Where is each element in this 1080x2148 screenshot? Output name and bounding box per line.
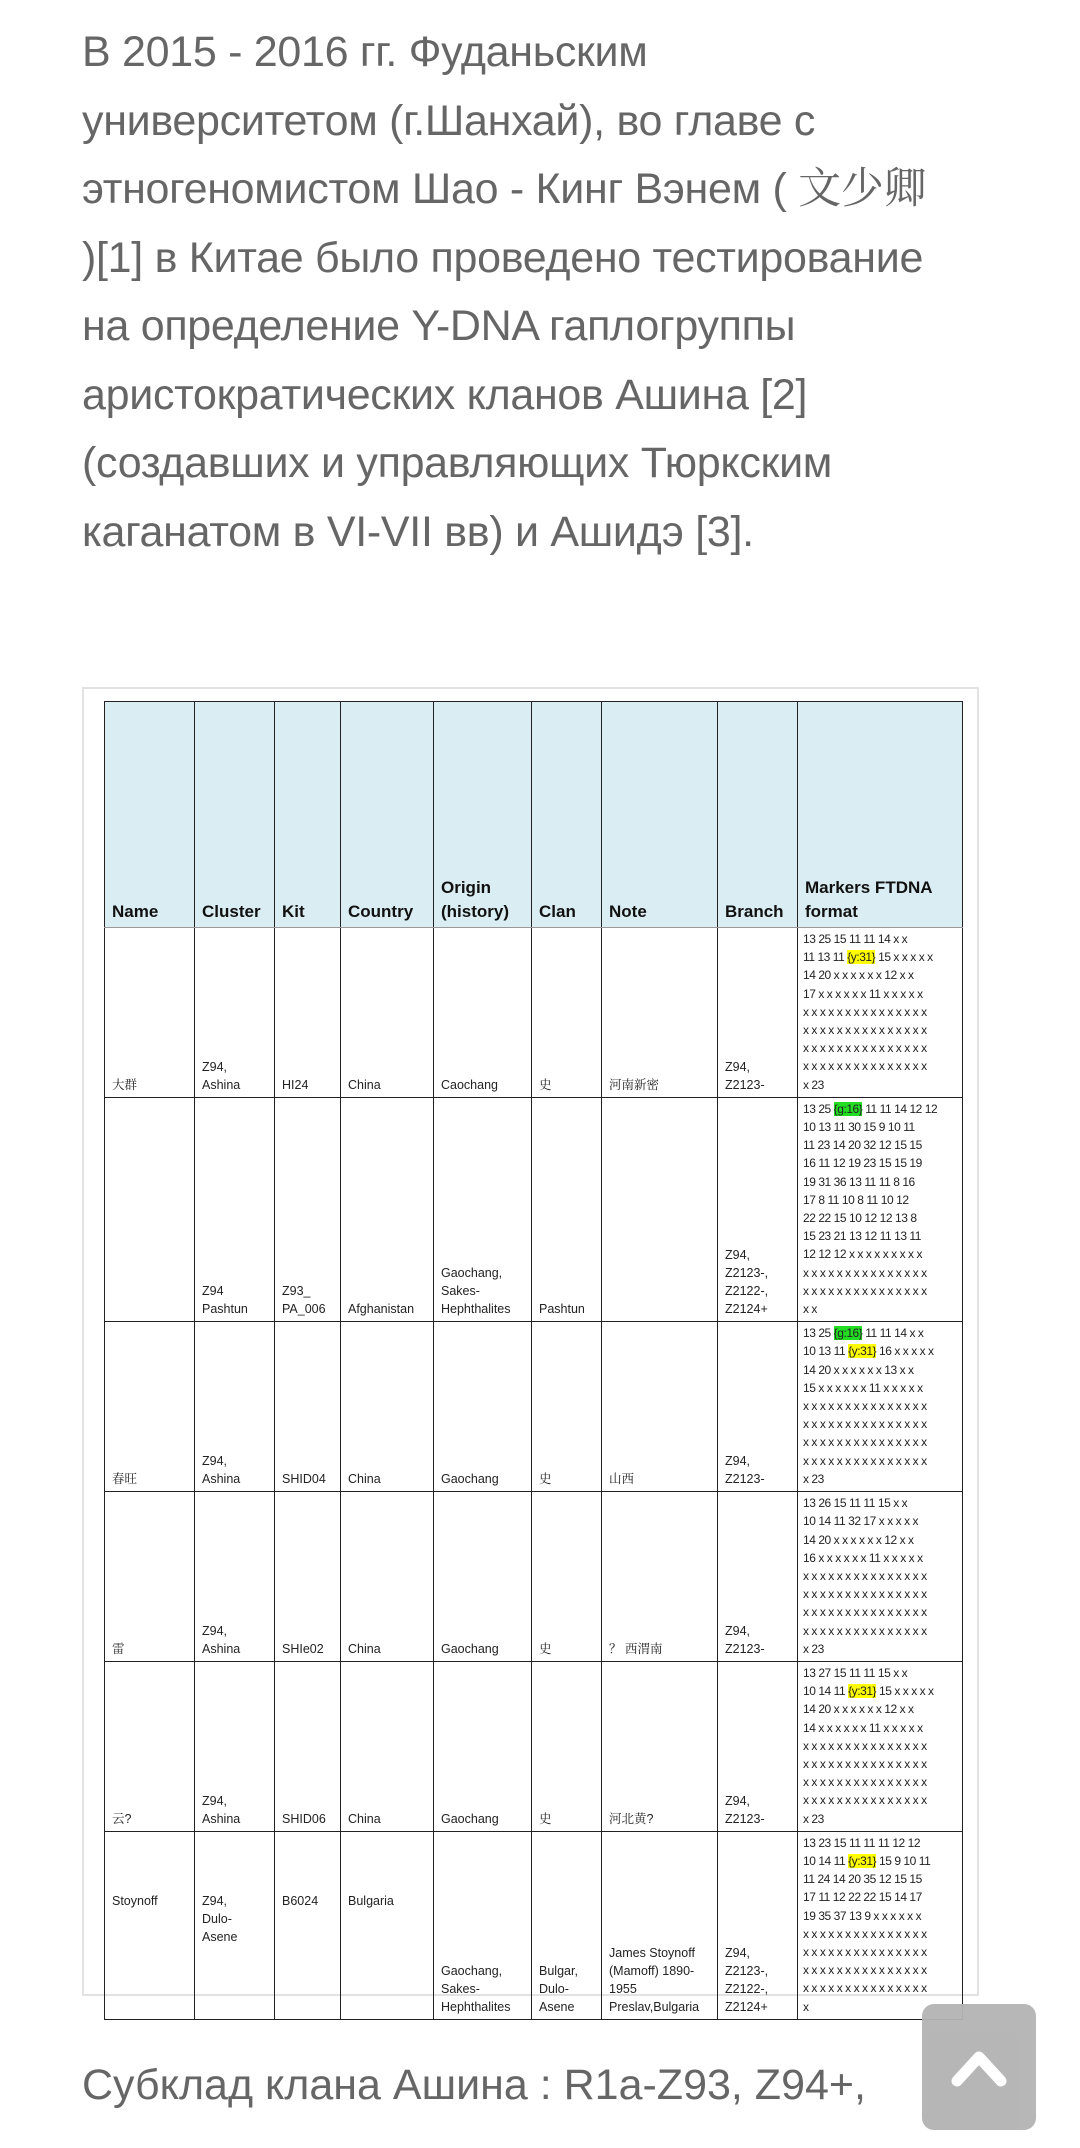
- cell-country: Bulgaria: [341, 1831, 434, 2019]
- marker-line: x 23: [803, 1641, 824, 1656]
- cell-note: 山西: [602, 1322, 718, 1492]
- marker-line: 13 25 15 11 11 14 x x: [803, 932, 908, 946]
- marker-line: 13 26 15 11 11 15 x x: [803, 1496, 908, 1511]
- highlighted-marker: {g:16}: [833, 1326, 863, 1341]
- cell-markers: [798, 1661, 963, 1831]
- marker-line: x x x x x x x x x x x x x x x: [803, 1981, 927, 1996]
- highlighted-marker: {y:31}: [848, 1684, 877, 1699]
- paragraph-line: на определение Y-DNA гаплогруппы: [82, 302, 796, 350]
- paragraph-line: этногеномистом Шао - Кинг Вэнем ( 文少卿: [82, 165, 927, 213]
- marker-line: 17 8 11 10 8 11 10 12: [803, 1192, 909, 1207]
- marker-line: 10 14 11 {y:31} 15 9 10 11: [803, 1853, 931, 1868]
- marker-line: x x x x x x x x x x x x x x x: [803, 1568, 927, 1583]
- marker-line: 11 13 11 {y:31} 15 x x x x x: [803, 950, 933, 965]
- marker-line: 17 11 12 22 22 15 14 17: [803, 1890, 922, 1905]
- cell-kit: B6024: [275, 1831, 341, 2019]
- cell-origin: Gaochang, Sakes- Hephthalites: [434, 1097, 532, 1321]
- cell-cluster: Z94, Ashina: [195, 928, 275, 1098]
- marker-line: 16 x x x x x x 11 x x x x x: [803, 1550, 923, 1565]
- column-header: Kit: [275, 702, 341, 928]
- marker-line: 14 20 x x x x x x 12 x x: [803, 1702, 914, 1717]
- column-header: Branch: [718, 702, 798, 928]
- cell-cluster: Z94, Ashina: [195, 1492, 275, 1662]
- column-header: Origin (history): [434, 702, 532, 928]
- column-header: Markers FTDNA format: [798, 702, 963, 928]
- table-row: [105, 1322, 963, 1492]
- marker-line: 12 12 12 x x x x x x x x x: [803, 1247, 923, 1262]
- cell-note: 河南新密: [602, 928, 718, 1098]
- marker-line: 19 31 36 13 11 11 8 16: [803, 1174, 915, 1189]
- marker-line: 16 11 12 19 23 15 15 19: [803, 1156, 922, 1171]
- marker-line: x x x x x x x x x x x x x x x: [803, 1283, 927, 1298]
- marker-line: 14 20 x x x x x x 12 x x: [803, 1532, 914, 1547]
- table-row: [105, 928, 963, 1098]
- cell-country: China: [341, 928, 434, 1098]
- column-header: Country: [341, 702, 434, 928]
- cell-origin: Gaochang: [434, 1661, 532, 1831]
- cell-branch: Z94, Z2123-: [718, 1492, 798, 1662]
- cell-country: Afghanistan: [341, 1097, 434, 1321]
- marker-line: x x: [803, 1302, 817, 1317]
- cell-clan: Pashtun: [532, 1097, 602, 1321]
- intro-paragraph: [82, 18, 1042, 566]
- marker-line: 13 23 15 11 11 11 12 12: [803, 1835, 921, 1850]
- cell-kit: SHID06: [275, 1661, 341, 1831]
- marker-line: x 23: [803, 1077, 824, 1092]
- marker-line: 14 x x x x x x 11 x x x x x: [803, 1720, 923, 1735]
- cell-origin: Caochang: [434, 928, 532, 1098]
- paragraph-line: )[1] в Китае было проведено тестирование: [82, 233, 924, 282]
- highlighted-marker: {y:31}: [848, 1344, 877, 1359]
- marker-line: x 23: [803, 1471, 824, 1486]
- marker-line: 10 14 11 32 17 x x x x x: [803, 1514, 919, 1529]
- cell-markers: [798, 1097, 963, 1321]
- cell-cluster: Z94, Ashina: [195, 1322, 275, 1492]
- cell-origin: Gaochang, Sakes- Hephthalites: [434, 1831, 532, 2019]
- marker-line: x x x x x x x x x x x x x x x: [803, 1756, 927, 1771]
- marker-line: x x x x x x x x x x x x x x x: [803, 1417, 927, 1432]
- cell-note: 河北黄?: [602, 1661, 718, 1831]
- marker-line: x x x x x x x x x x x x x x x: [803, 1738, 927, 1753]
- cell-origin: Gaochang: [434, 1492, 532, 1662]
- marker-line: 11 24 14 20 35 12 15 15: [803, 1872, 922, 1887]
- scroll-to-top-button[interactable]: [922, 2004, 1036, 2130]
- marker-line: 15 x x x x x x 11 x x x x x: [803, 1380, 923, 1395]
- cell-name: 云?: [105, 1661, 195, 1831]
- cell-cluster: Z94, Dulo- Asene: [195, 1831, 275, 2019]
- cell-note: [602, 1097, 718, 1321]
- marker-line: x x x x x x x x x x x x x x x: [803, 1926, 927, 1941]
- paragraph-line: В 2015 - 2016 гг. Фуданьским: [82, 28, 648, 76]
- paragraph-line: каганатом в VI-VII вв) и Ашидэ [3].: [82, 507, 754, 556]
- marker-line: x x x x x x x x x x x x x x x: [803, 1004, 927, 1019]
- column-header: Clan: [532, 702, 602, 928]
- marker-line: x x x x x x x x x x x x x x x: [803, 1963, 927, 1978]
- cell-branch: Z94, Z2123-: [718, 1322, 798, 1492]
- cell-name: 大群: [105, 928, 195, 1098]
- marker-line: 10 13 11 30 15 9 10 11: [803, 1120, 915, 1135]
- chevron-up-icon: [949, 2047, 1009, 2087]
- table-row: [105, 1661, 963, 1831]
- column-header: Note: [602, 702, 718, 928]
- cell-note: ？ 西渭南: [602, 1492, 718, 1662]
- marker-line: x x x x x x x x x x x x x x x: [803, 1587, 927, 1602]
- table-row: [105, 1492, 963, 1662]
- cell-cluster: Z94, Ashina: [195, 1661, 275, 1831]
- marker-line: x x x x x x x x x x x x x x x: [803, 1041, 927, 1056]
- paragraph-line: (создавших и управляющих Тюркским: [82, 439, 833, 487]
- table-header-row: [105, 702, 963, 928]
- cell-origin: Gaochang: [434, 1322, 532, 1492]
- marker-line: 13 25 {g:16} 11 11 14 x x: [803, 1326, 924, 1341]
- cell-clan: 史: [532, 1322, 602, 1492]
- cell-branch: Z94, Z2123-: [718, 1661, 798, 1831]
- marker-line: 19 35 37 13 9 x x x x x x: [803, 1908, 922, 1923]
- table-row: [105, 1097, 963, 1321]
- column-header: Cluster: [195, 702, 275, 928]
- marker-line: x 23: [803, 1811, 824, 1826]
- cell-country: China: [341, 1322, 434, 1492]
- highlighted-marker: {y:31}: [847, 950, 876, 965]
- marker-line: x x x x x x x x x x x x x x x: [803, 1623, 927, 1638]
- marker-line: 14 20 x x x x x x 12 x x: [803, 968, 914, 983]
- cell-name: 雷: [105, 1492, 195, 1662]
- cell-kit: SHID04: [275, 1322, 341, 1492]
- marker-line: x x x x x x x x x x x x x x x: [803, 1023, 927, 1038]
- cell-country: China: [341, 1492, 434, 1662]
- marker-line: 15 23 21 13 12 11 13 11: [803, 1229, 921, 1244]
- marker-line: 17 x x x x x x 11 x x x x x: [803, 986, 923, 1001]
- paragraph-line: университетом (г.Шанхай), во главе с: [82, 96, 816, 145]
- marker-line: 13 25 {g:16} 11 11 14 12 12: [803, 1101, 938, 1116]
- table-row: [105, 1831, 963, 2019]
- cell-kit: SHIe02: [275, 1492, 341, 1662]
- cell-kit: Z93_ PA_006: [275, 1097, 341, 1321]
- marker-line: x: [803, 1999, 809, 2014]
- marker-line: x x x x x x x x x x x x x x x: [803, 1265, 927, 1280]
- cell-note: James Stoynoff (Mamoff) 1890- 1955 Preslav,Bulgaria: [602, 1831, 718, 2019]
- cell-branch: Z94, Z2123-: [718, 928, 798, 1098]
- cell-clan: 史: [532, 1661, 602, 1831]
- cell-clan: 史: [532, 928, 602, 1098]
- subclade-heading: Субклад клана Ашина : R1a-Z93, Z94+,: [82, 2061, 866, 2109]
- marker-line: 10 14 11 {y:31} 15 x x x x x: [803, 1684, 934, 1699]
- marker-line: 10 13 11 {y:31} 16 x x x x x: [803, 1344, 934, 1359]
- highlighted-marker: {y:31}: [848, 1853, 877, 1868]
- cell-name: [105, 1097, 195, 1321]
- haplogroup-table: [104, 701, 963, 2020]
- marker-line: x x x x x x x x x x x x x x x: [803, 1435, 927, 1450]
- cell-branch: Z94, Z2123-, Z2122-, Z2124+: [718, 1831, 798, 2019]
- cell-name: 春旺: [105, 1322, 195, 1492]
- cell-branch: Z94, Z2123-, Z2122-, Z2124+: [718, 1097, 798, 1321]
- cell-markers: [798, 1492, 963, 1662]
- cell-name: Stoynoff: [105, 1831, 195, 2019]
- column-header: Name: [105, 702, 195, 928]
- highlighted-marker: {g:16}: [833, 1101, 863, 1116]
- marker-line: x x x x x x x x x x x x x x x: [803, 1399, 927, 1414]
- cell-kit: HI24: [275, 928, 341, 1098]
- marker-line: x x x x x x x x x x x x x x x: [803, 1775, 927, 1790]
- marker-line: x x x x x x x x x x x x x x x: [803, 1453, 927, 1468]
- cell-markers: [798, 1322, 963, 1492]
- cell-markers: [798, 928, 963, 1098]
- cell-clan: Bulgar, Dulo- Asene: [532, 1831, 602, 2019]
- paragraph-line: аристократических кланов Ашина [2]: [82, 370, 808, 419]
- marker-line: 22 22 15 10 12 12 13 8: [803, 1211, 917, 1226]
- marker-line: 14 20 x x x x x x 13 x x: [803, 1362, 914, 1377]
- cell-markers: [798, 1831, 963, 2019]
- marker-line: x x x x x x x x x x x x x x x: [803, 1059, 927, 1074]
- marker-line: 11 23 14 20 32 12 15 15: [803, 1138, 922, 1153]
- cell-clan: 史: [532, 1492, 602, 1662]
- marker-line: x x x x x x x x x x x x x x x: [803, 1944, 927, 1959]
- marker-line: x x x x x x x x x x x x x x x: [803, 1793, 927, 1808]
- cell-country: China: [341, 1661, 434, 1831]
- cell-cluster: Z94 Pashtun: [195, 1097, 275, 1321]
- marker-line: x x x x x x x x x x x x x x x: [803, 1605, 927, 1620]
- marker-line: 13 27 15 11 11 15 x x: [803, 1665, 908, 1680]
